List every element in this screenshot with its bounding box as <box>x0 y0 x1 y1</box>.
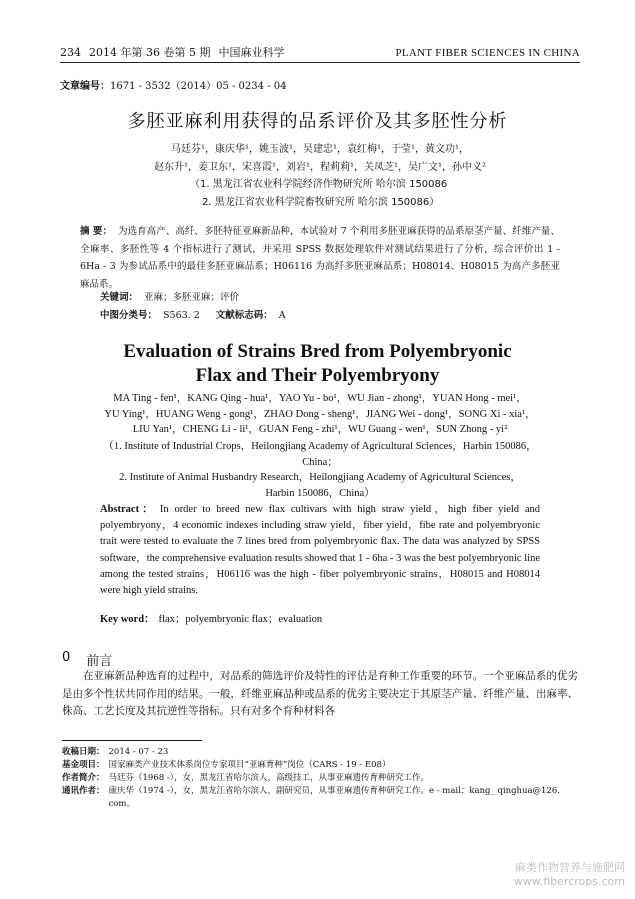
footnote-rule <box>62 740 202 741</box>
footnote-row <box>62 772 578 785</box>
doc-code-value: A <box>278 310 286 321</box>
english-title-line: Evaluation of Strains Bred from Polyembryonic <box>123 341 512 362</box>
chinese-authors <box>60 141 580 177</box>
classification-line <box>100 307 286 321</box>
journal-cn-name: 中国麻业科学 <box>218 46 285 59</box>
clc-label: 中图分类号： <box>100 310 158 321</box>
page-number: 234 <box>60 46 81 59</box>
english-authors-line: LIU Yan¹，CHENG Li - li¹，GUAN Feng - zhi¹，WU Guang - wen¹，SUN Zhong - yi² <box>132 424 508 435</box>
chinese-abstract-text: 为选育高产、高纤、多胚特征亚麻新品种，本试验对 7 个利用多胚亚麻获得的品系原茎产量、纤维产量、全麻率、多胚性等 4 个指标进行了测试，并采用 SPSS 数据处理软件对测试结果进行了分析，综合评价出 1 - 6Ha - 3 为参试品系中的最佳多胚亚麻品系；H06116 为高纤多胚亚麻品系；H08014、H08015 为高产多胚亚麻品系。 <box>80 226 560 290</box>
english-authors <box>60 391 580 438</box>
chinese-keywords-label: 关键词： <box>100 292 139 303</box>
english-abstract-text: In order to breed new flax cultivars with high straw yield，high fiber yield and polyembryony，4 economic indexes including straw yield，fiber yield，fibe rate and polyembryonic trait were tested to evaluate the 7 lines bred from polyembryonic flax. The data was analyzed by SPSS software，the comprehensive evaluation results showed that 1 - 6ha - 3 was the best polyembryonic line among the tested strains，H06116 was the high - fiber polyembryonic strains，H08015 and H08014 were high yield strains. <box>100 504 541 597</box>
english-authors-line: MA Ting - fen¹，KANG Qing - hua¹，YAO Yu - bo¹，WU Jian - zhong¹，YUAN Hong - mei¹， <box>113 393 527 404</box>
chinese-title: 多胚亚麻利用获得的品系评价及其多胚性分析 <box>127 111 508 132</box>
footnote-label: 通讯作者： <box>62 786 105 796</box>
english-affiliation-line: 2. Institute of Animal Husbandry Research，Heilongjiang Academy of Agricultural Sciences， <box>119 472 521 483</box>
english-keywords-value: flax；polyembryonic flax；evaluation <box>158 614 323 625</box>
site-watermark <box>514 861 625 889</box>
english-title-line: Flax and Their Polyembryony <box>195 365 440 386</box>
chinese-keywords-value: 亚麻；多胚亚麻；评价 <box>144 292 240 303</box>
chinese-affiliations <box>190 176 447 212</box>
running-header <box>60 44 580 60</box>
english-abstract <box>100 502 540 599</box>
footnote-text: 马廷芬（1968 -），女，黑龙江省哈尔滨人，高级技工，从事亚麻遗传育种研究工作。 <box>108 773 429 783</box>
english-authors-line: YU Ying¹，HUANG Weng - gong¹，ZHAO Dong - sheng¹，JIANG Wei - dong¹，SONG Xi - xia¹， <box>104 408 536 420</box>
chinese-abstract <box>80 223 560 293</box>
footnote-label: 收稿日期： <box>62 747 105 757</box>
footnote-label: 作者简介： <box>62 773 105 783</box>
english-keywords <box>100 611 322 626</box>
chinese-affiliation-line: 2. 黑龙江省农业科学院畜牧研究所 哈尔滨 150086） <box>202 197 440 208</box>
footnote-text: 2014 - 07 - 23 <box>108 747 169 757</box>
footnote-label: 基金项目： <box>62 760 105 770</box>
footnote-text: 康庆华（1974 -），女，黑龙江省哈尔滨人，副研究员，从事亚麻遗传育种研究工作。e - mail：kang_ qinghua@126. com。 <box>108 786 560 809</box>
english-title <box>0 340 635 388</box>
article-number-value: 1671 - 3532（2014）05 - 0234 - 04 <box>110 81 287 92</box>
footnote-row <box>62 785 578 811</box>
chinese-keywords <box>100 289 239 303</box>
english-affiliation-line: Harbin 150086，China） <box>265 487 375 499</box>
header-rule <box>60 62 580 63</box>
chinese-authors-line: 赵东升¹，姜卫东¹，宋喜霞¹，刘岩¹，程莉莉¹，关凤芝¹，吴广文¹，孙中义² <box>153 162 487 173</box>
journal-en-name: PLANT FIBER SCIENCES IN CHINA <box>395 47 580 59</box>
section-title: 前言 <box>86 654 113 669</box>
english-abstract-label: Abstract： <box>100 504 156 515</box>
section-heading <box>62 650 112 669</box>
article-number <box>60 77 286 92</box>
issue-info: 2014 年第 36 卷第 5 期 <box>89 46 211 59</box>
body-paragraph: 在亚麻新品种选育的过程中，对品系的筛选评价及特性的评估是育种工作重要的环节。一个亚麻品系的优劣是由多个性状共同作用的结果。一般，纤维亚麻品种或品系的优劣主要决定于其原茎产量、纤维产量、出麻率、株高、工艺长度及其抗逆性等指标。只有对多个育种材料各 <box>62 670 578 717</box>
clc-value: S563. 2 <box>163 310 200 321</box>
doc-code-label: 文献标志码： <box>215 310 273 321</box>
english-affiliations <box>100 439 540 501</box>
footnotes <box>62 746 578 811</box>
footnote-text: 国家麻类产业技术体系岗位专家项目“亚麻育种”岗位（CARS - 19 - E08） <box>108 760 391 770</box>
chinese-affiliation-line: （1. 黑龙江省农业科学院经济作物研究所 哈尔滨 150086 <box>190 179 448 190</box>
footnote-row <box>62 746 578 759</box>
chinese-authors-line: 马廷芬¹，康庆华¹，姚玉波¹，吴建忠¹，袁红梅¹，于莹¹，黄文功¹， <box>170 144 470 155</box>
english-affiliation-line: （1. Institute of Industrial Crops，Heilongjiang Academy of Agricultural Sciences，Harbin 150086，China； <box>103 441 537 468</box>
english-keywords-label: Key word： <box>100 614 155 625</box>
article-number-label: 文章编号： <box>60 81 110 92</box>
watermark-line: www.fibercrops.com <box>513 875 625 888</box>
footnote-row <box>62 759 578 772</box>
chinese-abstract-label: 摘 要： <box>80 226 113 237</box>
section-number: 0 <box>62 650 71 665</box>
watermark-line: 麻类作物营养与施肥网 <box>515 861 625 874</box>
